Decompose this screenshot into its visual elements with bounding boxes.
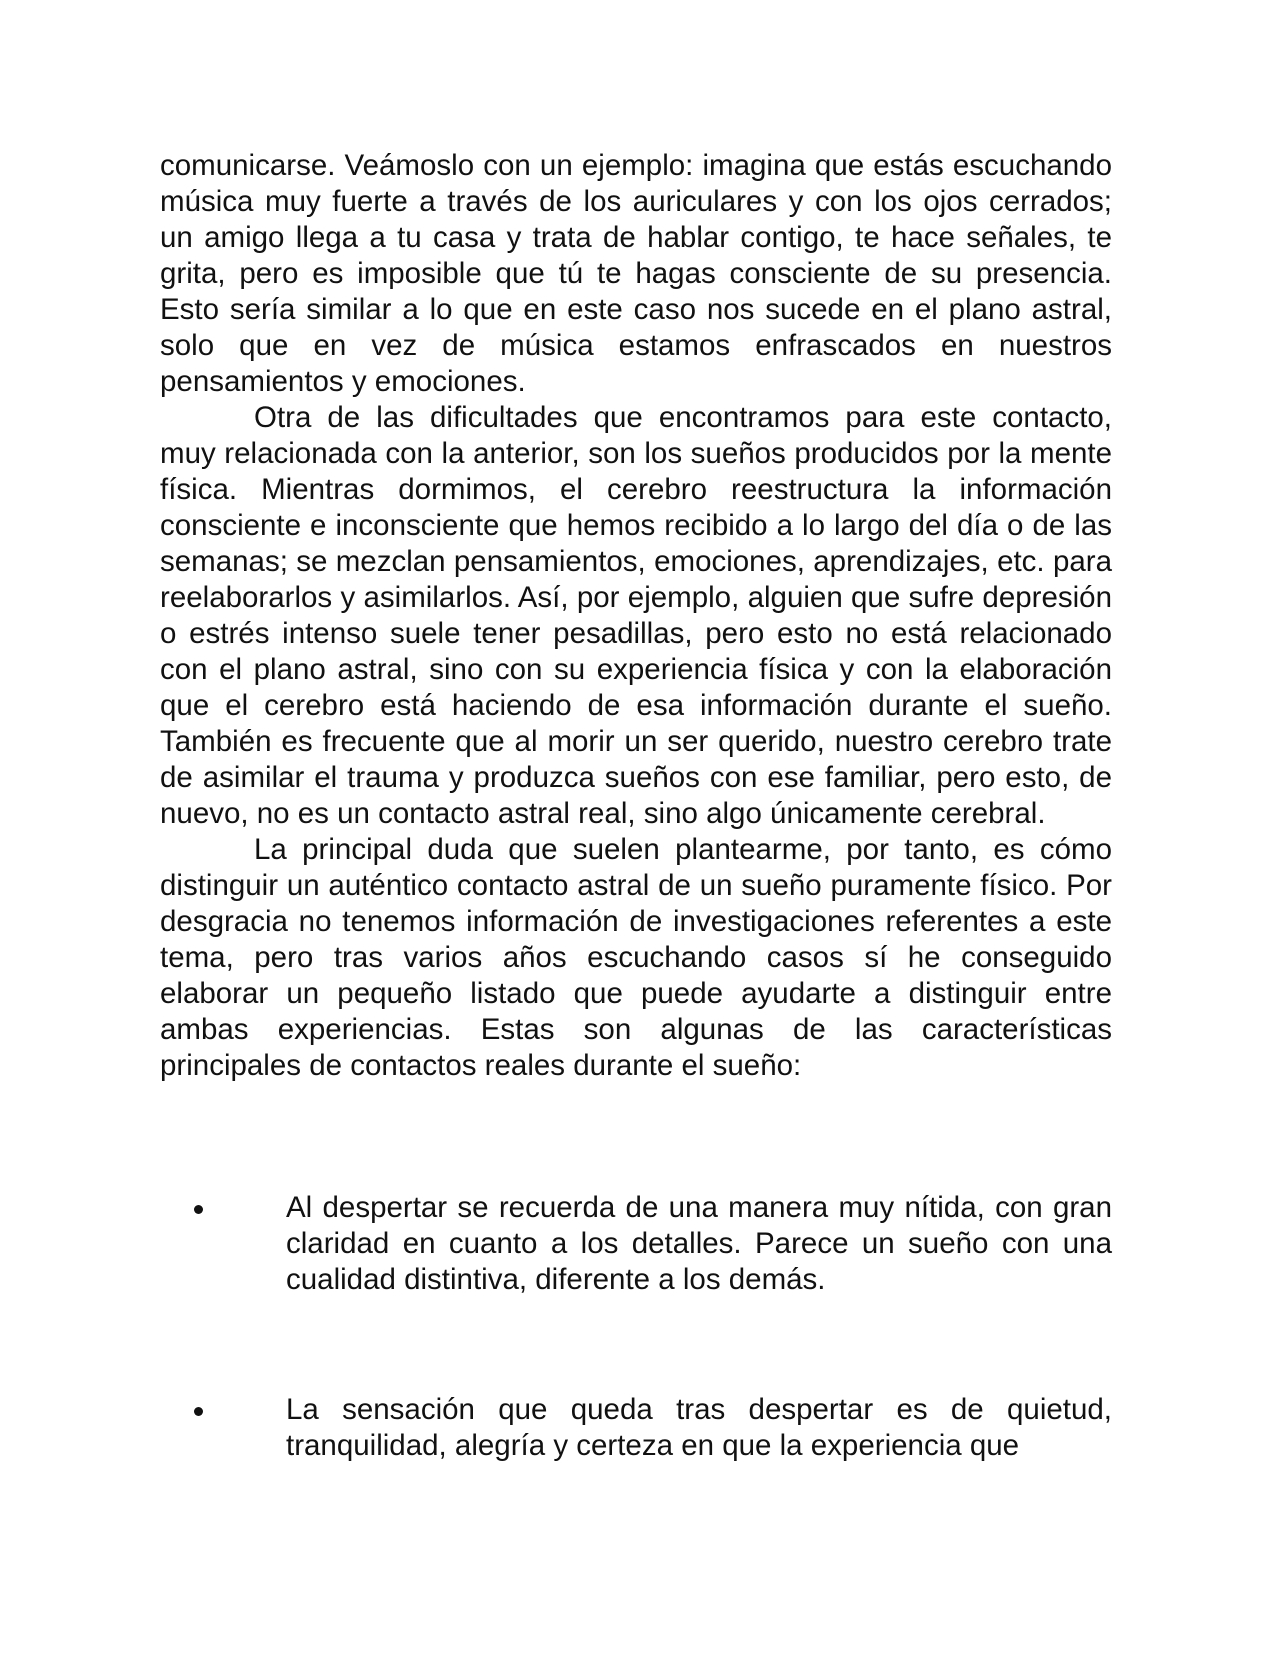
bullet-icon <box>194 1407 203 1416</box>
list-item <box>160 1190 1112 1298</box>
document-page <box>160 148 1112 1464</box>
paragraph-dreams-physical-mind: Otra de las dificultades que encontramos para este contacto, muy relacionada con la anterior, son los sueños producidos por la mente física. Mientras dormimos, el cerebro reestructura la información consciente e inconsciente que hemos recibido a lo largo del día o de las semanas; se mezclan pensamientos, emociones, aprendizajes, etc. para reelaborarlos y asimilarlos. Así, por ejemplo, alguien que sufre depresión o estrés intenso suele tener pesadillas, pero esto no está relacionado con el plano astral, sino con su experiencia física y con la elaboración que el cerebro está haciendo de esa información durante el sueño. También es frecuente que al morir un ser querido, nuestro cerebro trate de asimilar el trauma y produzca sueños con ese familiar, pero esto, de nuevo, no es un contacto astral real, sino algo únicamente cerebral. <box>160 401 1112 830</box>
list-item-text: La sensación que queda tras despertar es de quietud, tranquilidad, alegría y certeza en que la experiencia que <box>286 1393 1112 1462</box>
characteristics-list <box>160 1190 1112 1464</box>
list-item <box>160 1392 1112 1464</box>
paragraph-continuation: comunicarse. Veámoslo con un ejemplo: imagina que estás escuchando música muy fuerte a través de los auriculares y con los ojos cerrados; un amigo llega a tu casa y trata de hablar contigo, te hace señales, te grita, pero es imposible que tú te hagas consciente de su presencia. Esto sería similar a lo que en este caso nos sucede en el plano astral, solo que en vez de música estamos enfrascados en nuestros pensamientos y emociones. <box>160 149 1112 398</box>
bullet-icon <box>194 1205 203 1214</box>
paragraph-distinguishing-contact: La principal duda que suelen plantearme, por tanto, es cómo distinguir un auténtico contacto astral de un sueño puramente físico. Por desgracia no tenemos información de investigaciones referentes a este tema, pero tras varios años escuchando casos sí he conseguido elaborar un pequeño listado que puede ayudarte a distinguir entre ambas experiencias. Estas son algunas de las características principales de contactos reales durante el sueño: <box>160 833 1112 1082</box>
list-item-text: Al despertar se recuerda de una manera muy nítida, con gran claridad en cuanto a los detalles. Parece un sueño con una cualidad distintiva, diferente a los demás. <box>286 1191 1112 1296</box>
